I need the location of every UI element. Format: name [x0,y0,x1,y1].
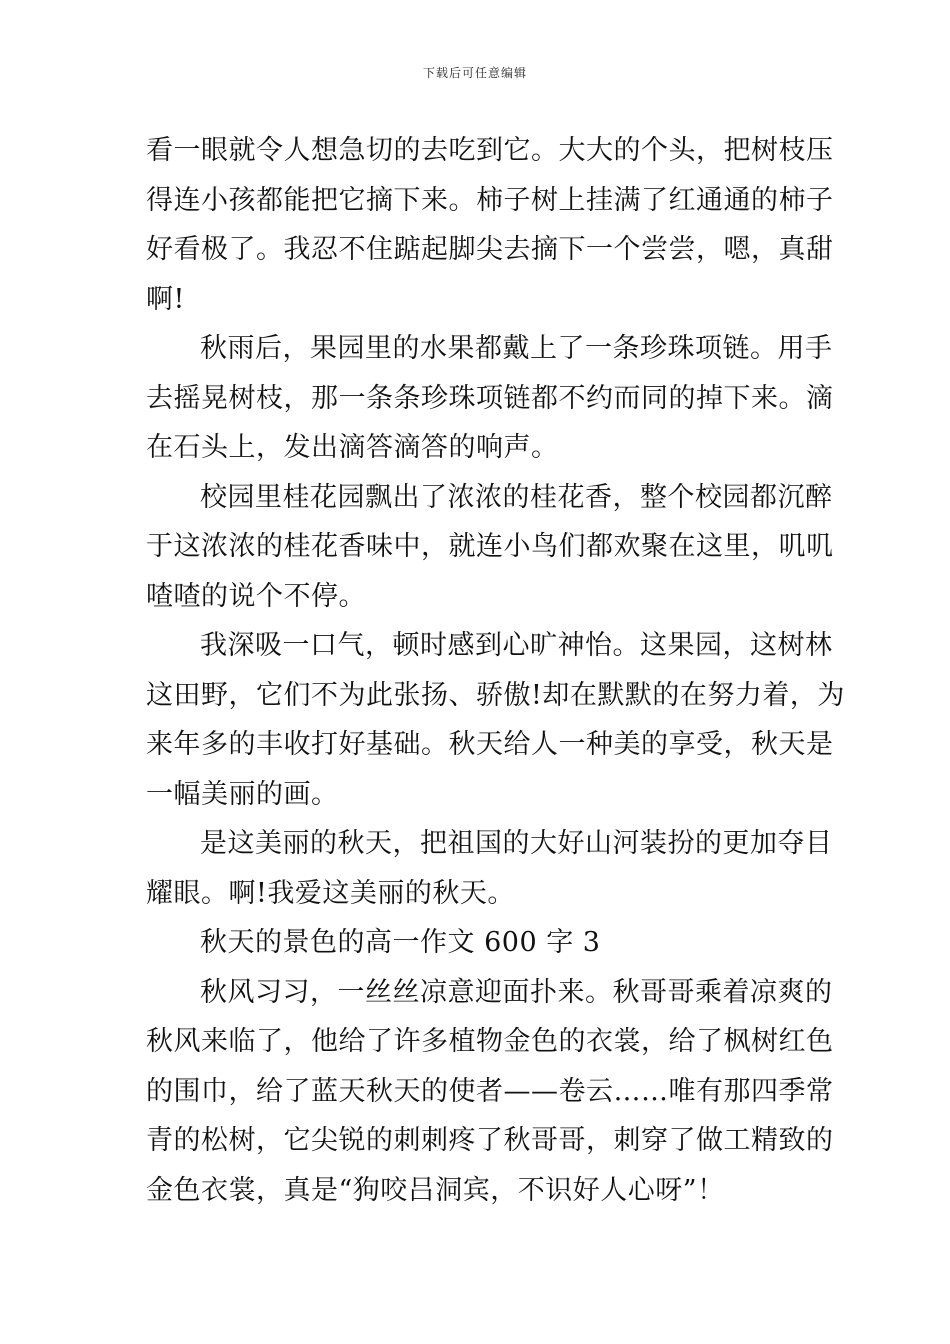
paragraph-start-line: 是这美丽的秋天，把祖国的大好山河装扮的更加夺目 [200,828,833,859]
paragraph-start-line: 校园里桂花园飘出了浓浓的桂花香，整个校园都沉醉 [200,481,833,513]
paragraph-start-line: 我深吸一口气，顿时感到心旷神怡。这果园，这树林 [200,630,833,661]
text-line: 好看极了。我忍不住踮起脚尖去摘下一个尝尝，嗯，真甜 [146,234,834,265]
text-line: 耀眼。啊!我爱这美丽的秋天。 [146,877,515,909]
text-line: 在石头上，发出滴答滴答的响声。 [146,432,559,463]
text-line: 的围巾，给了蓝天秋天的使者——卷云……唯有那四季常 [146,1075,834,1107]
text-line: 秋风来临了，他给了许多植物金色的衣裳，给了枫树红色 [146,1026,834,1057]
text-line: 于这浓浓的桂花香味中，就连小鸟们都欢聚在这里，叽叽 [146,531,834,562]
text-line: 喳喳的说个不停。 [146,580,366,612]
paragraph-start-line: 秋风习习，一丝丝凉意迎面扑来。秋哥哥乘着凉爽的 [200,976,833,1008]
text-line: 得连小孩都能把它摘下来。柿子树上挂满了红通通的柿子 [146,184,834,216]
text-line: 这田野，它们不为此张扬、骄傲!却在默默的在努力着，为 [146,679,845,711]
text-line: 金色衣裳，真是“狗咬吕洞宾，不识好人心呀”！ [146,1174,725,1206]
text-line: 啊! [146,283,185,315]
document-body [146,126,845,1215]
section-heading: 秋天的景色的高一作文 600 字 3 [200,927,601,958]
page-header: 下载后可任意编辑 [422,66,527,80]
text-line: 去摇晃树枝，那一条条珍珠项链都不约而同的掉下来。滴 [146,382,834,414]
text-line: 看一眼就令人想急切的去吃到它。大大的个头，把树枝压 [146,135,834,166]
paragraph-start-line: 秋雨后，果园里的水果都戴上了一条珍珠项链。用手 [200,333,833,364]
text-line: 来年多的丰收打好基础。秋天给人一种美的享受，秋天是 [146,729,834,760]
text-line: 一幅美丽的画。 [146,778,339,810]
text-line: 青的松树，它尖锐的刺刺疼了秋哥哥，刺穿了做工精致的 [146,1125,834,1156]
